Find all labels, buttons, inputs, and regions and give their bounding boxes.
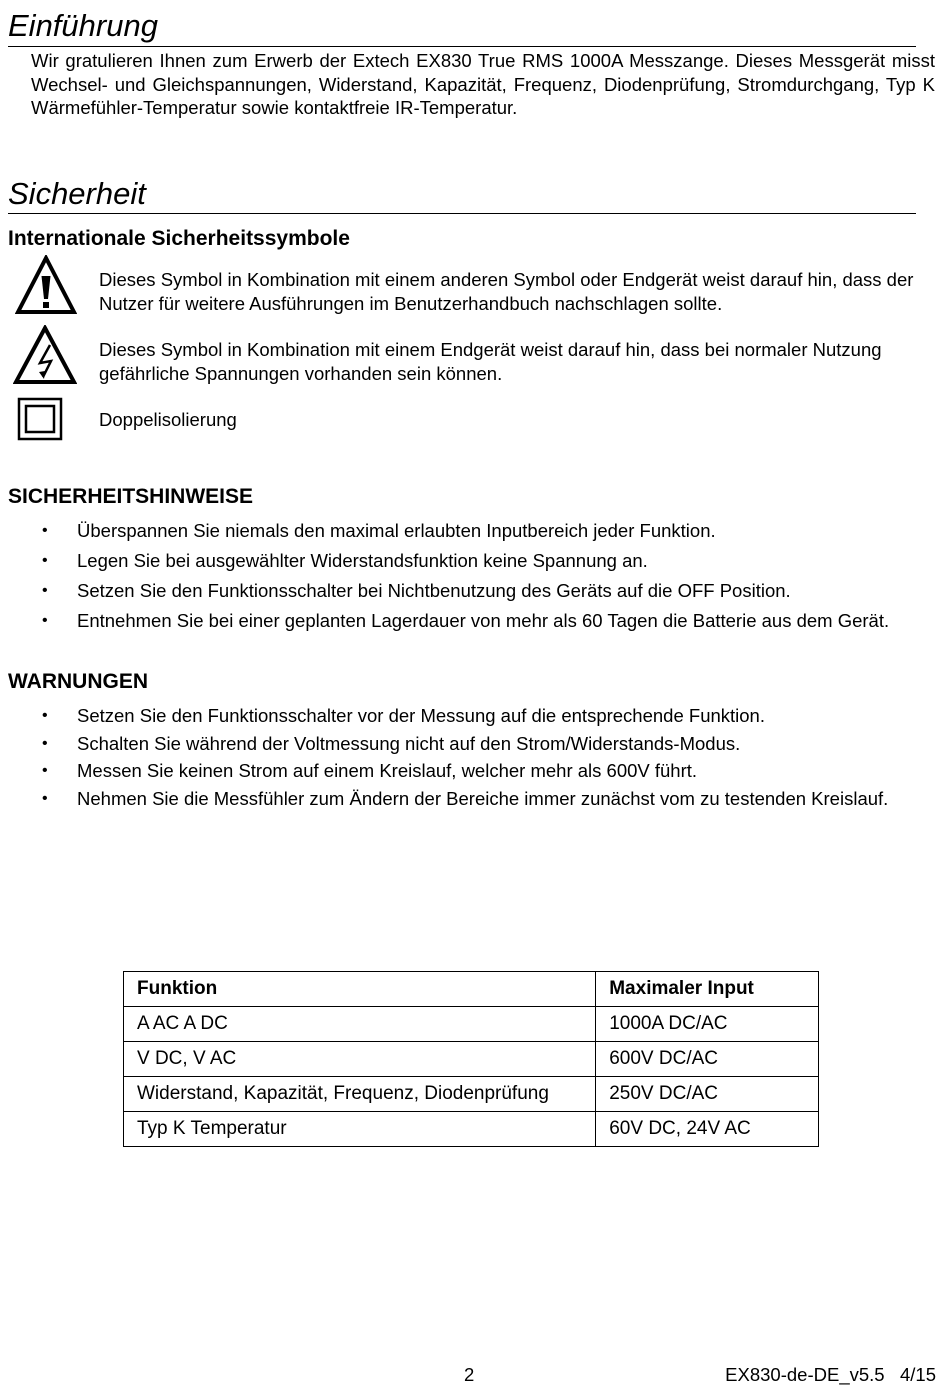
list-item: • Setzen Sie den Funktionsschalter bei Nichtbenutzung des Geräts auf die OFF Position.: [8, 579, 923, 603]
high-voltage-icon: [13, 325, 77, 385]
table-cell: Widerstand, Kapazität, Frequenz, Diodenprüfung: [124, 1077, 596, 1112]
table-cell: 250V DC/AC: [596, 1077, 819, 1112]
symbol-text-warning: Dieses Symbol in Kombination mit einem anderen Symbol oder Endgerät weist darauf hin, dass der Nutzer für weitere Ausführungen im Benutzerhandbuch nachschlagen sollte.: [99, 269, 914, 314]
table-row: [124, 1077, 819, 1112]
intro-heading: Einführung: [8, 8, 158, 43]
table-header-cell: Funktion: [124, 972, 596, 1007]
table-header-row: [124, 972, 819, 1007]
table-cell: Typ K Temperatur: [124, 1112, 596, 1147]
safety-heading: Sicherheit: [8, 176, 146, 211]
page-number: 2: [464, 1364, 475, 1385]
list-item: • Messen Sie keinen Strom auf einem Kreislauf, welcher mehr als 600V führt.: [8, 759, 908, 783]
list-item: • Schalten Sie während der Voltmessung nicht auf den Strom/Widerstands-Modus.: [8, 732, 908, 756]
symbols-heading: Internationale Sicherheitssymbole: [8, 227, 350, 250]
table-row: [124, 1042, 819, 1077]
symbol-text-high-voltage: Dieses Symbol in Kombination mit einem Endgerät weist darauf hin, dass bei normaler Nutzung gefährliche Spannungen vorhanden sein können.: [99, 339, 882, 384]
table-cell: 600V DC/AC: [596, 1042, 819, 1077]
warnings-list: [8, 704, 908, 810]
document-id: EX830-de-DE_v5.5 4/15: [725, 1364, 936, 1385]
intro-heading-rule: [8, 46, 916, 47]
max-input-table: [123, 971, 819, 1147]
table-cell: A AC A DC: [124, 1007, 596, 1042]
intro-paragraph: Wir gratulieren Ihnen zum Erwerb der Extech EX830 True RMS 1000A Messzange. Dieses Messgerät misst Wechsel- und Gleichspannungen, Widerstand, Kapazität, Frequenz, Diodenprüfung, Stromdurchgang, Typ K Wärmefühler-Temperatur sowie kontaktfreie IR-Temperatur.: [31, 50, 935, 118]
table-cell: V DC, V AC: [124, 1042, 596, 1077]
list-item: • Legen Sie bei ausgewählter Widerstandsfunktion keine Spannung an.: [8, 549, 923, 573]
list-item: • Nehmen Sie die Messfühler zum Ändern der Bereiche immer zunächst vom zu testenden Kreislauf.: [8, 787, 908, 811]
safety-heading-rule: [8, 213, 916, 214]
table-header-cell: Maximaler Input: [596, 972, 819, 1007]
list-item: • Setzen Sie den Funktionsschalter vor der Messung auf die entsprechende Funktion.: [8, 704, 908, 728]
symbol-text-double-insulation: Doppelisolierung: [99, 409, 237, 430]
warning-triangle-icon: [15, 255, 77, 315]
list-item: • Überspannen Sie niemals den maximal erlaubten Inputbereich jeder Funktion.: [8, 519, 923, 543]
warnings-heading: WARNUNGEN: [8, 670, 148, 693]
table-row: [124, 1112, 819, 1147]
safety-notes-list: [8, 519, 923, 633]
double-insulation-icon: [17, 397, 63, 441]
table-cell: 60V DC, 24V AC: [596, 1112, 819, 1147]
safety-notes-heading: SICHERHEITSHINWEISE: [8, 485, 254, 508]
table-row: [124, 1007, 819, 1042]
table-cell: 1000A DC/AC: [596, 1007, 819, 1042]
list-item: • Entnehmen Sie bei einer geplanten Lagerdauer von mehr als 60 Tagen die Batterie aus dem Gerät.: [8, 609, 923, 633]
